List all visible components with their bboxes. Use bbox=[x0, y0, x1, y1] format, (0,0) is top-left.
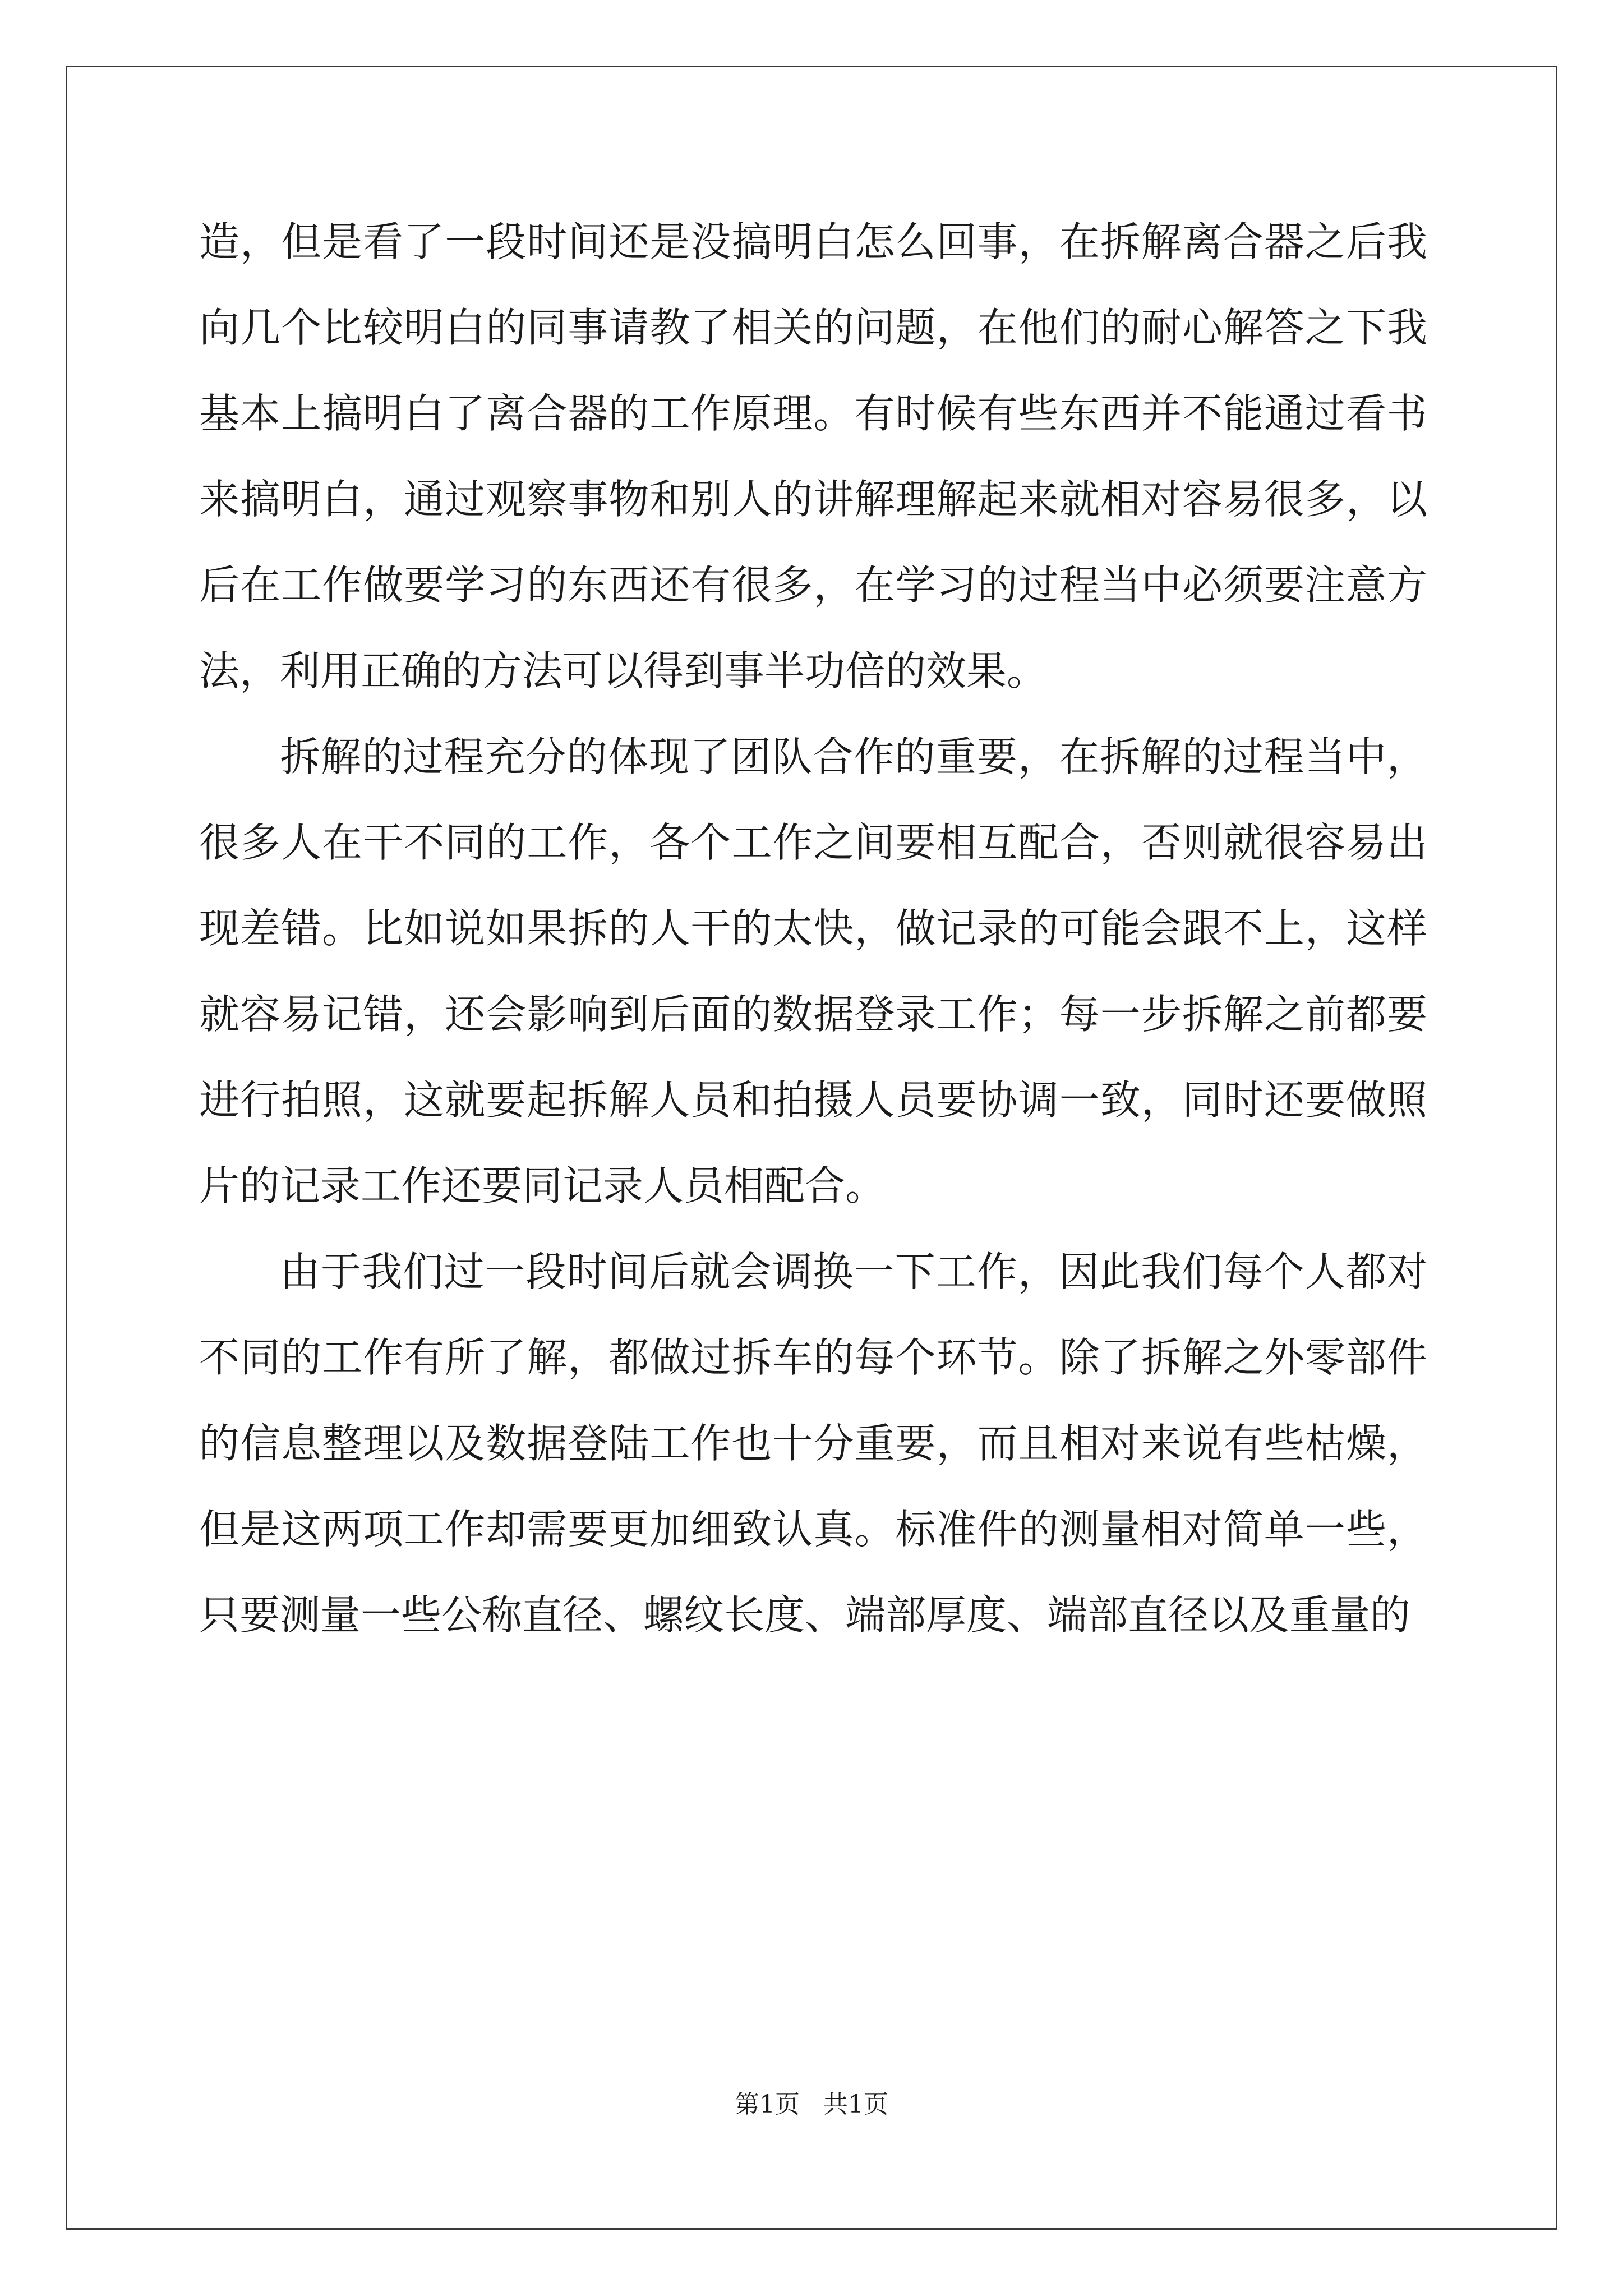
page-number-footer: 第1页 共1页 bbox=[735, 2090, 888, 2119]
paragraph-2: 拆解的过程充分的体现了团队合作的重要，在拆解的过程当中，很多人在干不同的工作，各个工作之间要相互配合，否则就很容易出现差错。比如说如果拆的人干的太快，做记录的可能会跟不上，这样就容易记错，还会影响到后面的数据登录工作；每一步拆解之前都要进行拍照，这就要起拆解人员和拍摄人员要协调一致，同时还要做照片的记录工作还要同记录人员相配合。 bbox=[199, 733, 1427, 1209]
paragraph-1: 造，但是看了一段时间还是没搞明白怎么回事，在拆解离合器之后我向几个比较明白的同事请教了相关的问题，在他们的耐心解答之下我基本上搞明白了离合器的工作原理。有时候有些东西并不能通过看书来搞明白，通过观察事物和别人的讲解理解起来就相对容易很多，以后在工作做要学习的东西还有很多，在学习的过程当中必须要注意方法，利用正确的方法可以得到事半功倍的效果。 bbox=[199, 218, 1427, 694]
paragraph-3: 由于我们过一段时间后就会调换一下工作，因此我们每个人都对不同的工作有所了解，都做过拆车的每个环节。除了拆解之外零部件的信息整理以及数据登陆工作也十分重要，而且相对来说有些枯燥，但是这两项工作却需要更加细致认真。标准件的测量相对简单一些，只要测量一些公称直径、螺纹长度、端部厚度、端部直径以及重量的 bbox=[199, 1248, 1427, 1639]
document-body bbox=[199, 199, 1427, 1658]
